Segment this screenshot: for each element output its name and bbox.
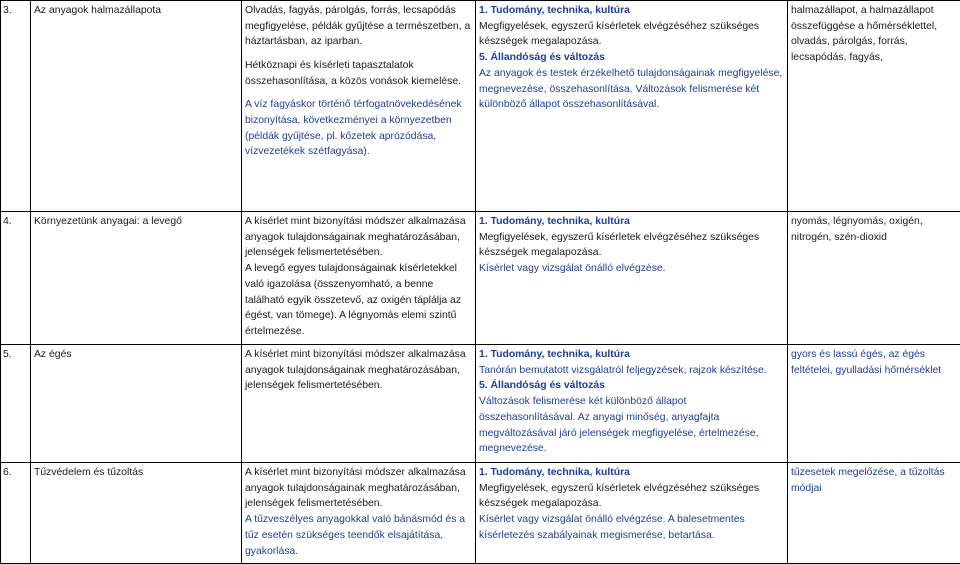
activity-text: A levegő egyes tulajdonságainak kísérletekkel való igazolása (összenyomható, a benne található egyik összetevő, az oxigén táplálja az égést, van tömege). A légnyomás elemi szintű értelmezése. [245, 263, 462, 337]
concepts-cell: halmazállapot, a halmazállapot összefüggése a hőmérséklettel, olvadás, párolgás, forrás, lecsapódás, fagyás, [788, 1, 960, 212]
activity-text: A kísérlet mint bizonyítási módszer alkalmazása anyagok tulajdonságainak meghatározásában, jelenségek felismertetésében. [245, 467, 466, 510]
links-cell [476, 212, 788, 345]
topic-cell: Környezetünk anyagai: a levegő [31, 212, 242, 345]
link-heading: 1. Tudomány, technika, kultúra [479, 349, 630, 360]
topic-cell: Az égés [31, 345, 242, 463]
concepts-cell: gyors és lassú égés, az égés feltételei, gyulladási hőmérséklet [788, 345, 960, 463]
links-cell [476, 1, 788, 212]
link-heading: 1. Tudomány, technika, kultúra [479, 216, 630, 227]
links-cell [476, 345, 788, 463]
link-text: Megfigyelések, egyszerű kísérletek elvégzéséhez szükséges készségek megalapozása. [479, 231, 760, 259]
link-text: Változások felismerése két különböző állapot összehasonlításával. Az anyagi minőség, anyagfajta megváltozásával járó jelenségek megfigyelése, értelmezése, megnevezése. [479, 396, 759, 455]
link-heading: 1. Tudomány, technika, kultúra [479, 467, 630, 478]
row-number: 5. [1, 345, 31, 463]
row-number: 6. [1, 463, 31, 564]
link-heading: 1. Tudomány, technika, kultúra [479, 5, 630, 16]
link-heading: 5. Állandóság és változás [479, 52, 605, 64]
activity-text: A kísérlet mint bizonyítási módszer alkalmazása anyagok tulajdonságainak meghatározásában, jelenségek felismertetésében. [245, 349, 466, 392]
activities-cell [242, 345, 476, 463]
activity-text: A kísérlet mint bizonyítási módszer alkalmazása anyagok tulajdonságainak meghatározásában, jelenségek felismertetésében. [245, 216, 466, 259]
topic-cell: Az anyagok halmazállapota [31, 1, 242, 212]
link-text: Az anyagok és testek érzékelhető tulajdonságainak megfigyelése, megnevezése, összehasonlítása. Változások felismerése két különböző állapot összehasonlításával. [479, 67, 783, 111]
table-row [1, 345, 960, 463]
concepts-cell: tűzesetek megelőzése, a tűzoltás módjai [788, 463, 960, 564]
concepts-cell: nyomás, légnyomás, oxigén, nitrogén, szén-dioxid [788, 212, 960, 345]
table-row [1, 1, 960, 212]
activities-cell [242, 1, 476, 212]
link-heading: 5. Állandóság és változás [479, 380, 605, 392]
activity-text: A tűzveszélyes anyagokkal való bánásmód és a tűz esetén szükséges teendők elsajátítása, gyakorlása. [245, 514, 466, 557]
link-text: Kísérlet vagy vizsgálat önálló elvégzése. [479, 263, 666, 275]
link-text: Megfigyelések, egyszerű kísérletek elvégzéséhez szükséges készségek megalapozása. [479, 482, 760, 510]
link-text: Tanórán bemutatott vizsgálatról feljegyzések, rajzok készítése. [479, 364, 767, 376]
table-row [1, 212, 960, 345]
link-text: Kísérlet vagy vizsgálat önálló elvégzése. A balesetmentes kísérletezés szabályainak megismerése, betartása. [479, 514, 745, 541]
activities-cell [242, 463, 476, 564]
row-number: 4. [1, 212, 31, 345]
table-row [1, 463, 960, 564]
links-cell [476, 463, 788, 564]
activity-text: A víz fagyáskor történő térfogatnövekedésének bizonyítása, következményei a környezetben (példák gyűjtése, pl. kőzetek aprózódása, vízvezetékek szétfagyása). [245, 99, 462, 158]
activities-cell [242, 212, 476, 345]
activity-text: Hétköznapi és kísérleti tapasztalatok összehasonlítása, a közös vonások kiemelése. [245, 59, 462, 87]
link-text: Megfigyelések, egyszerű kísérletek elvégzéséhez szükséges készségek megalapozása. [479, 20, 760, 48]
activity-text: Olvadás, fagyás, párolgás, forrás, lecsapódás megfigyelése, példák gyűjtése a természetben, a háztartásban, az iparban. [245, 5, 471, 48]
row-number: 3. [1, 1, 31, 212]
topic-cell: Tűzvédelem és tűzoltás [31, 463, 242, 564]
